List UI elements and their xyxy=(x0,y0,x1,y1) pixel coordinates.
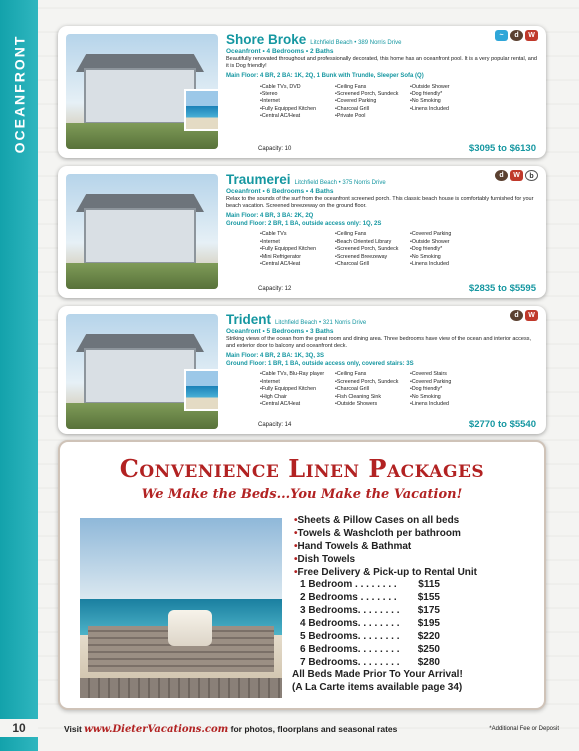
property-description: Beautifully renovated throughout and professionally decorated, this home has an oceanfront pool. It is a very popular rental, and it is Dog friendly! xyxy=(226,56,537,70)
amenity: • Dog friendly* xyxy=(410,246,482,253)
amenity: • Charcoal Grill xyxy=(335,106,407,113)
amenity: • Covered Parking xyxy=(335,98,407,105)
amenity: • Fully Equipped Kitchen xyxy=(260,106,332,113)
property-photo xyxy=(66,314,218,429)
side-label: OCEANFRONT xyxy=(11,34,27,154)
capacity: Capacity: 12 xyxy=(258,286,292,292)
linen-subtitle: We Make the Beds...You Make the Vacation! xyxy=(141,487,463,502)
dog-icon: d xyxy=(510,30,523,41)
price-list xyxy=(300,578,440,669)
footnote: *Additional Fee or Deposit xyxy=(489,726,559,732)
amenity: • Private Pool xyxy=(335,113,407,120)
amenity: • Ceiling Fans xyxy=(335,84,407,91)
amenity: • Stereo xyxy=(260,91,332,98)
amenity: • Screened Porch, Sundeck xyxy=(335,91,407,98)
linen-feature: • Towels & Washcloth per bathroom xyxy=(294,527,534,540)
floor-info: Main Floor: 4 BR, 2 BA: 1K, 2Q, 1 Bunk with Trundle, Sleeper Sofa (Q) xyxy=(226,72,424,79)
amenity: • Fish Cleaning Sink xyxy=(335,394,407,401)
price-row: 4 Bedrooms. . . . . . . . $195 xyxy=(300,618,440,629)
amenity: • Mini Refrigerator xyxy=(260,254,332,261)
property-subhead: Oceanfront • 5 Bedrooms • 3 Baths xyxy=(226,328,334,335)
amenity: • Central AC/Heat xyxy=(260,113,332,120)
rate: $2770 to $5540 xyxy=(468,419,536,430)
side-tab xyxy=(0,0,38,751)
linen-title: Convenience Linen Packages xyxy=(119,454,485,483)
amenity: • Linens Included xyxy=(410,106,482,113)
floor-ground: Ground Floor: 2 BR, 1 BA, outside access only: 1Q, 2S xyxy=(226,220,382,227)
amenity: • Outside Showers xyxy=(335,401,407,408)
ocean-photo-inset xyxy=(184,369,218,411)
property-card-traumerei[interactable] xyxy=(58,166,546,298)
amenity: • Outside Shower xyxy=(410,239,482,246)
amenity: • Screened Porch, Sundeck xyxy=(335,379,407,386)
amenity: • Internet xyxy=(260,379,332,386)
property-location: Litchfield Beach • 321 Norris Drive xyxy=(275,320,367,326)
amenity: • No Smoking xyxy=(410,98,482,105)
amenity-list xyxy=(260,84,538,121)
amenity: • Cable TVs, DVD xyxy=(260,84,332,91)
linen-note: All Beds Made Prior To Your Arrival! xyxy=(292,669,463,680)
property-photo xyxy=(66,34,218,149)
amenity: • Dog friendly* xyxy=(410,91,482,98)
amenity: • High Chair xyxy=(260,394,332,401)
amenity: • Linens Included xyxy=(410,261,482,268)
linen-footer xyxy=(292,668,542,694)
amenity: • Fully Equipped Kitchen xyxy=(260,386,332,393)
amenity: • Dog friendly* xyxy=(410,386,482,393)
floor-ground: Ground Floor: 1 BR, 1 BA, outside access only, covered stairs: 3S xyxy=(226,360,414,367)
property-name: Trident xyxy=(226,312,272,327)
floor-info xyxy=(226,353,538,369)
pool-icon: ~ xyxy=(495,30,508,41)
property-subhead: Oceanfront • 4 Bedrooms • 2 Baths xyxy=(226,48,334,55)
amenity-list xyxy=(260,231,538,268)
amenity: • No Smoking xyxy=(410,394,482,401)
amenity: • Central AC/Heat xyxy=(260,401,332,408)
amenity: • Charcoal Grill xyxy=(335,261,407,268)
property-description: Relax to the sounds of the surf from the oceanfront screened porch. This classic beach house is comfortably furnished for your beach vacation. Screened breezeway on the ground floor. xyxy=(226,196,534,210)
amenity: • Beach Oriented Library xyxy=(335,239,407,246)
amenity: • No Smoking xyxy=(410,254,482,261)
amenity: • Ceiling Fans xyxy=(335,231,407,238)
price-row: 1 Bedroom . . . . . . . . $115 xyxy=(300,579,440,590)
price-row: 5 Bedrooms. . . . . . . . $220 xyxy=(300,631,440,642)
linen-note-alacarte: (A La Carte items available page 34) xyxy=(292,682,463,693)
page-number: 10 xyxy=(0,719,38,737)
amenity: • Covered Parking xyxy=(410,379,482,386)
floor-main: Main Floor: 4 BR, 2 BA: 1K, 3Q, 3S xyxy=(226,352,325,359)
dog-icon: d xyxy=(495,170,508,181)
amenity: • Central AC/Heat xyxy=(260,261,332,268)
linen-feature: • Dish Towels xyxy=(294,553,534,566)
wifi-icon: W xyxy=(525,30,538,41)
floor-main: Main Floor: 4 BR, 3 BA: 2K, 2Q xyxy=(226,212,314,219)
beach-bench-photo xyxy=(80,518,282,698)
amenity: • Screened Breezeway xyxy=(335,254,407,261)
property-name: Traumerei xyxy=(226,172,291,187)
linen-features xyxy=(294,514,534,579)
property-card-trident[interactable] xyxy=(58,306,546,434)
price-row: 6 Bedrooms. . . . . . . . $250 xyxy=(300,644,440,655)
linen-packages-box xyxy=(58,440,546,710)
amenity: • Linens Included xyxy=(410,401,482,408)
property-description: Striking views of the ocean from the great room and dining area. Three bedrooms have view of the ocean and interior access, and exterior door to balcony and oceanfront deck. xyxy=(226,336,532,350)
capacity: Capacity: 10 xyxy=(258,146,292,152)
amenity: • Outside Shower xyxy=(410,84,482,91)
capacity: Capacity: 14 xyxy=(258,422,292,428)
amenity: • Cable TVs, Blu-Ray player xyxy=(260,371,332,378)
bike-icon: b xyxy=(525,170,538,181)
property-card-shore-broke[interactable] xyxy=(58,26,546,158)
amenity: • Internet xyxy=(260,239,332,246)
property-subhead: Oceanfront • 6 Bedrooms • 4 Baths xyxy=(226,188,334,195)
folded-towels xyxy=(168,610,212,646)
amenity-list xyxy=(260,371,538,408)
rate: $2835 to $5595 xyxy=(468,283,536,294)
amenity: • Fully Equipped Kitchen xyxy=(260,246,332,253)
property-photo xyxy=(66,174,218,289)
amenity: • Covered Stairs xyxy=(410,371,482,378)
price-row: 7 Bedrooms. . . . . . . . $280 xyxy=(300,657,440,668)
property-location: Litchfield Beach • 375 Norris Drive xyxy=(294,180,386,186)
linen-feature: • Hand Towels & Bathmat xyxy=(294,540,534,553)
rate: $3095 to $6130 xyxy=(468,143,536,154)
wifi-icon: W xyxy=(510,170,523,181)
property-location: Litchfield Beach • 389 Norris Drive xyxy=(310,40,402,46)
wifi-icon: W xyxy=(525,310,538,321)
website-link[interactable]: www.DieterVacations.com xyxy=(84,724,229,735)
linen-feature: • Free Delivery & Pick-up to Rental Unit xyxy=(294,566,534,579)
pool-photo-inset xyxy=(184,89,218,131)
floor-info xyxy=(226,213,538,229)
property-name: Shore Broke xyxy=(226,32,307,47)
price-row: 2 Bedrooms . . . . . . . $155 xyxy=(300,592,440,603)
dog-icon: d xyxy=(510,310,523,321)
page-footer: Visit www.DieterVacations.com for photos, floorplans and seasonal rates xyxy=(64,724,398,735)
amenity: • Cable TVs xyxy=(260,231,332,238)
amenity: • Internet xyxy=(260,98,332,105)
amenity: • Charcoal Grill xyxy=(335,386,407,393)
amenity: • Ceiling Fans xyxy=(335,371,407,378)
amenity: • Covered Parking xyxy=(410,231,482,238)
amenity: • Screened Porch, Sundeck xyxy=(335,246,407,253)
linen-feature: • Sheets & Pillow Cases on all beds xyxy=(294,514,534,527)
price-row: 3 Bedrooms. . . . . . . . $175 xyxy=(300,605,440,616)
